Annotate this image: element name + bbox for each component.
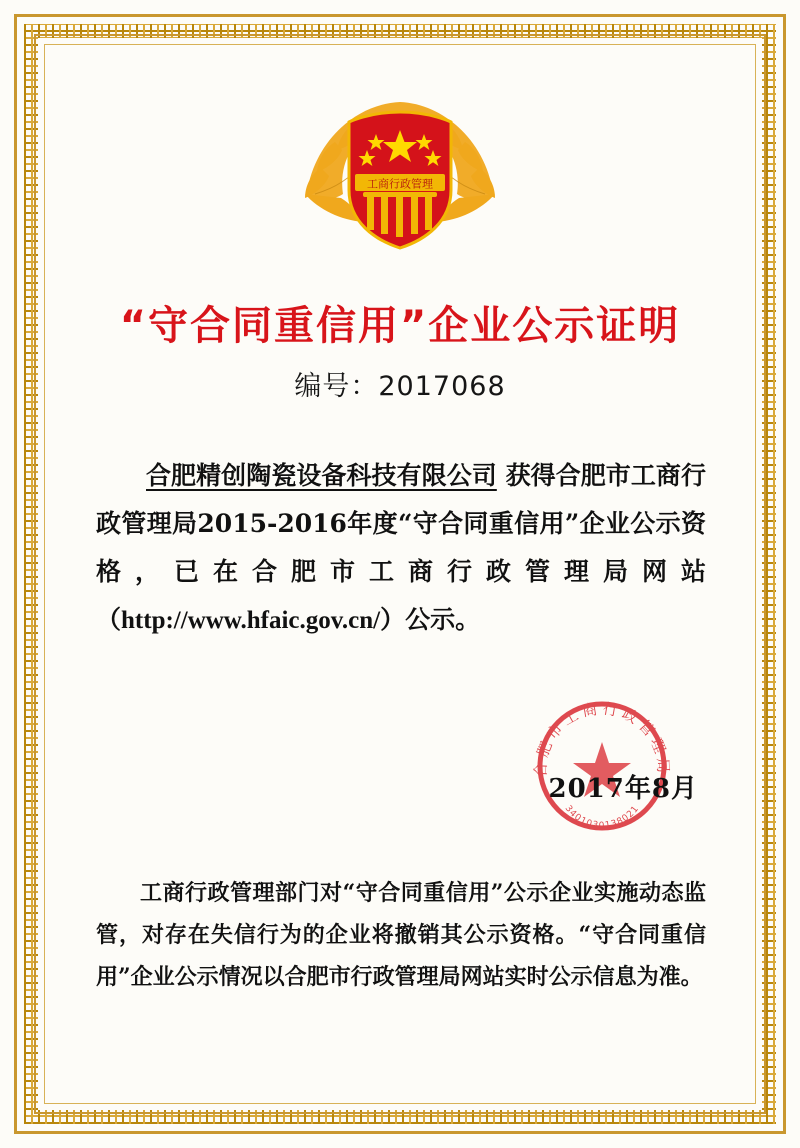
- body-text-part-2: ）公示。: [380, 605, 481, 634]
- serial-number: 编号：2017068: [294, 371, 506, 402]
- svg-text:3401030138021: [563, 804, 642, 831]
- emblem-container: [52, 82, 748, 257]
- footer-note: 工商行政管理部门对“守合同重信用”公示企业实施动态监管，对存在失信行为的企业将撤销其公示资格。“守合同重信用”企业公示情况以合肥市行政管理局网站实时公示信息为准。: [96, 880, 706, 990]
- seal-code-text: 3401030138021: [562, 803, 642, 831]
- issue-date: 2017年8月: [548, 774, 698, 804]
- saic-national-emblem-icon: [285, 82, 515, 257]
- publication-website-url: http://www.hfaic.gov.cn/: [121, 607, 381, 634]
- seal-top-arc-text: 合肥市工商行政管理局: [531, 699, 673, 778]
- company-name: 合肥精创陶瓷设备科技有限公司: [146, 461, 497, 490]
- certificate-content: [52, 52, 748, 1096]
- red-official-seal-icon: [524, 688, 680, 844]
- emblem-banner-text: 工商行政管理: [367, 177, 433, 191]
- certificate-title: “守合同重信用”企业公示证明: [119, 303, 681, 349]
- certificate-body-paragraph: [96, 452, 706, 645]
- body-text-part-1: 获得合肥市工商行政管理局2015-2016年度“守合同重信用”企业公示资格，已在合肥市工商行政管理局网站（: [96, 461, 706, 634]
